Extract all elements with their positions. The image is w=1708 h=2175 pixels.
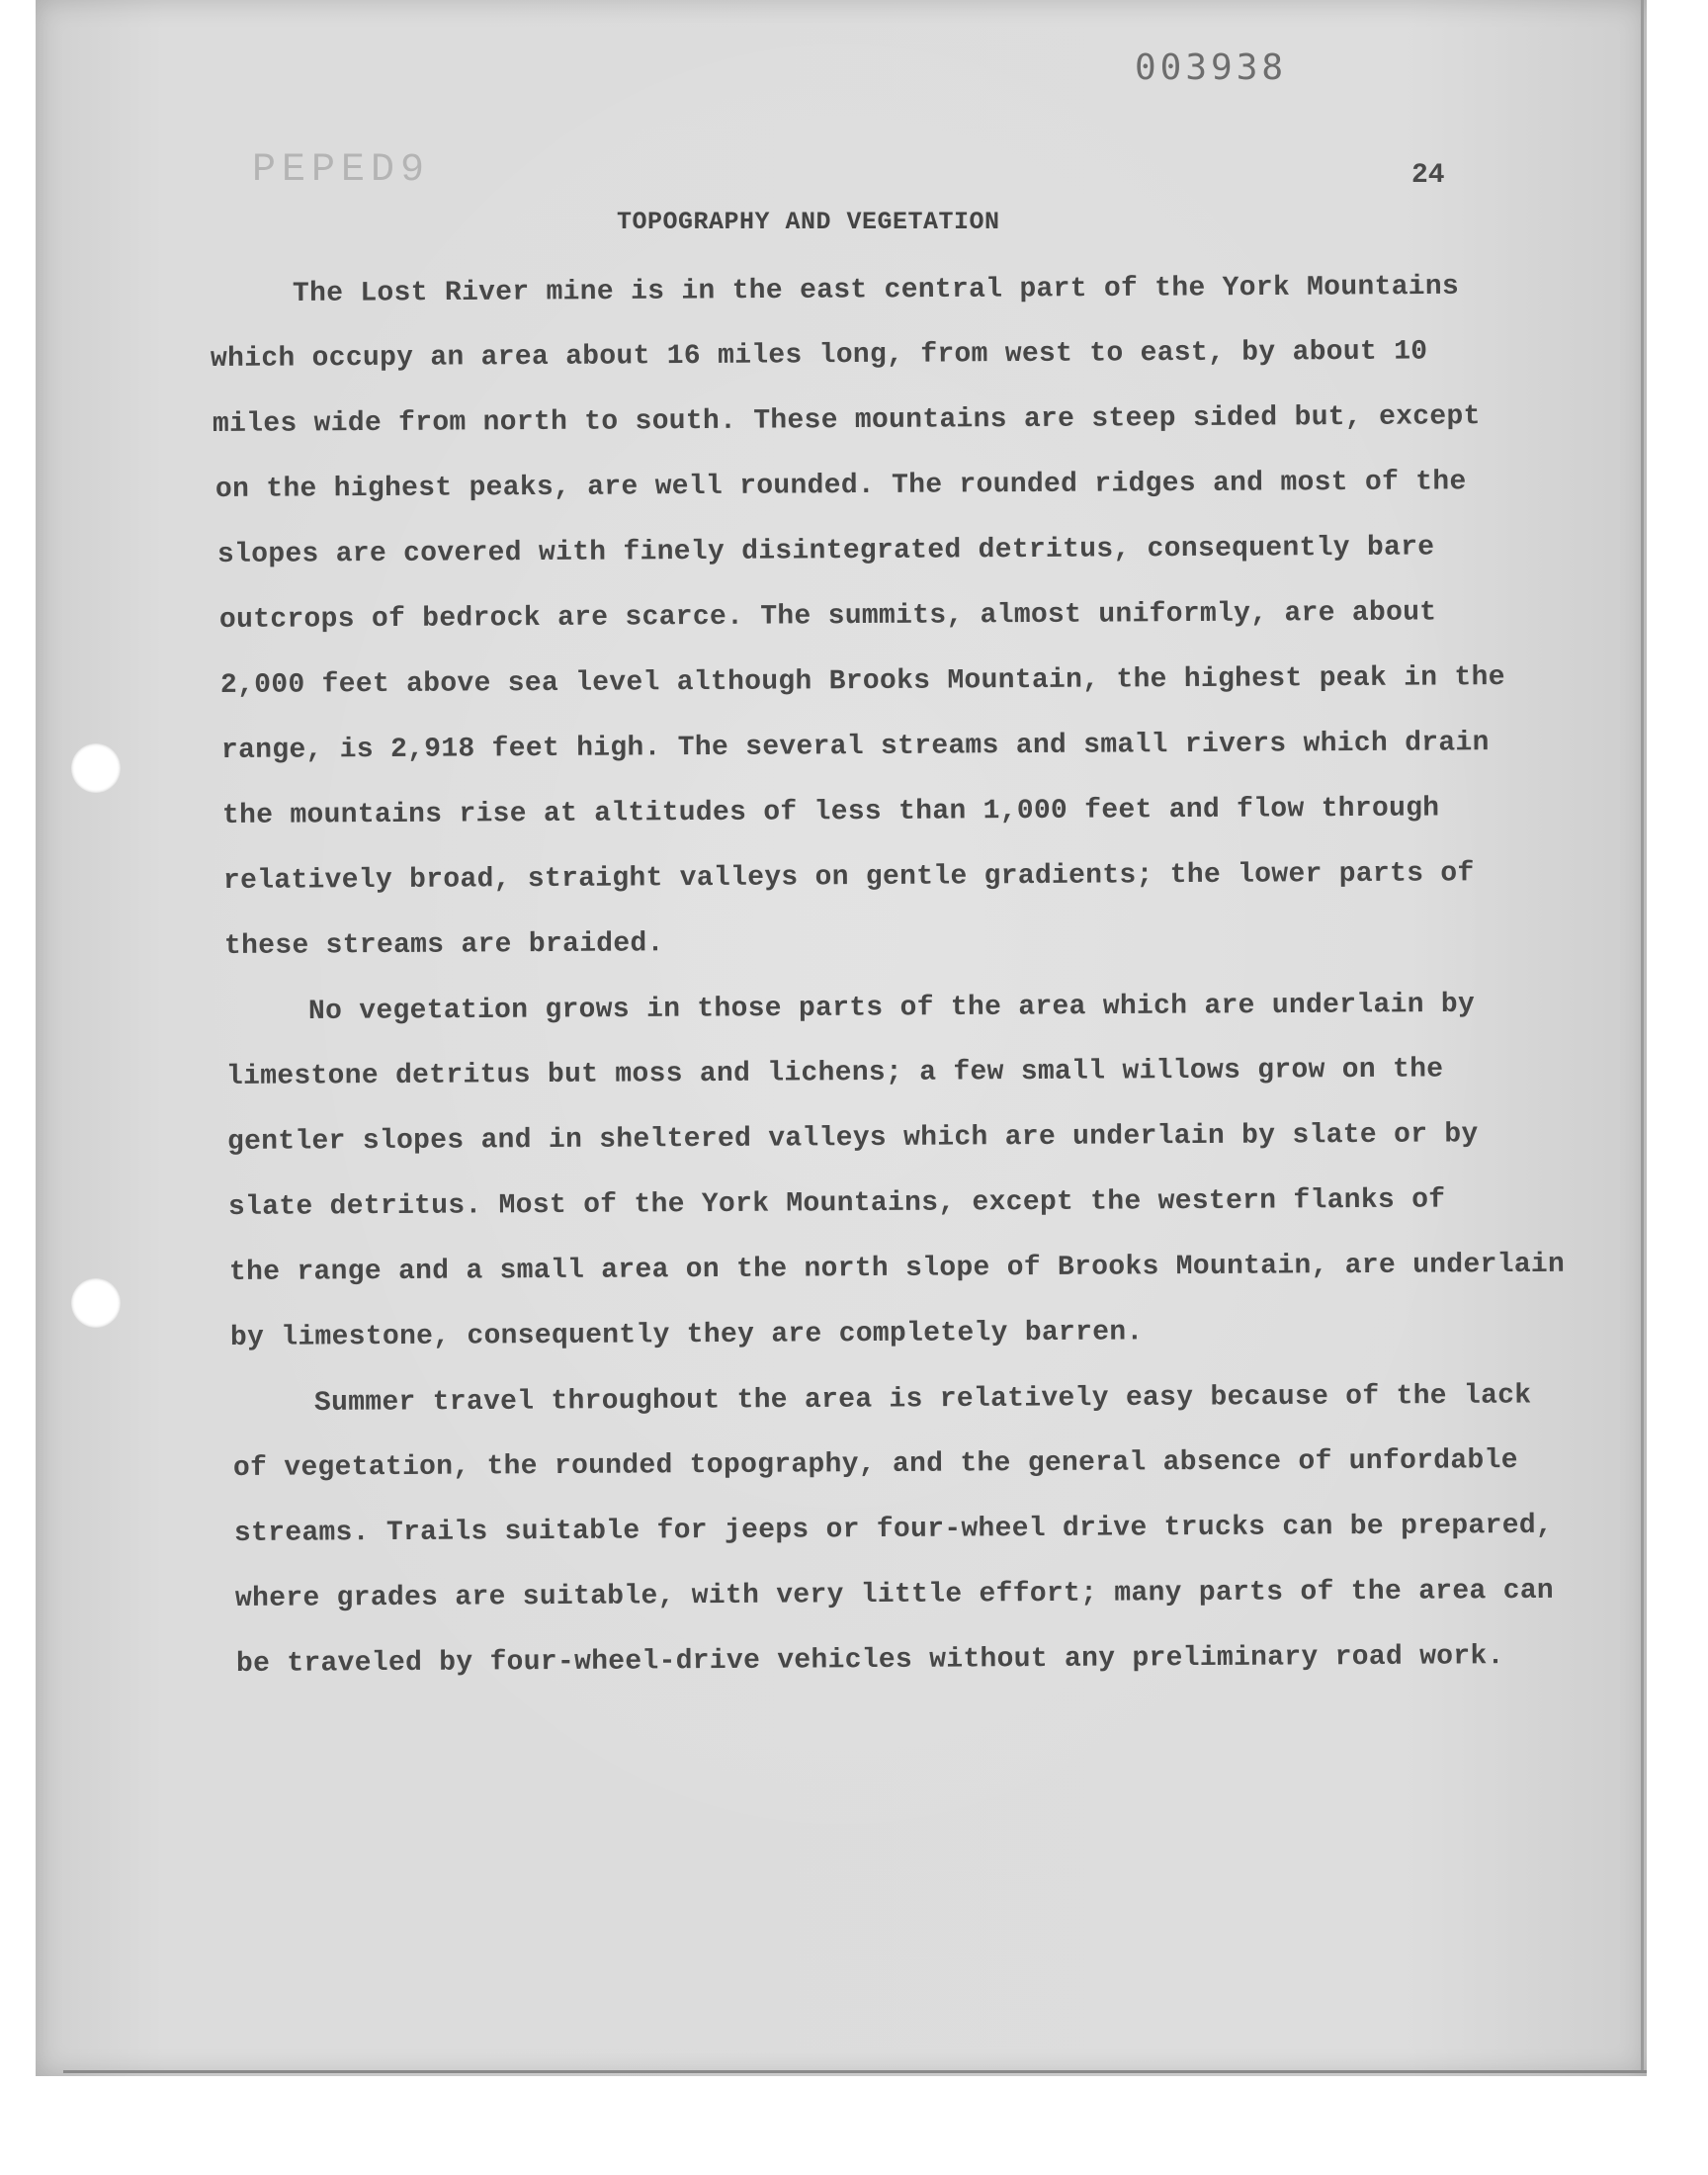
text-line: of vegetation, the rounded topography, and the general absence of unfordable [232,1445,1518,1484]
text-line: these streams are braided. [223,928,664,962]
text-line: limestone detritus but moss and lichens; a few small willows grow on the [225,1054,1444,1092]
faint-stamp: PEPED9 [252,148,431,193]
text-line: 2,000 feet above sea level although Brooks Mountain, the highest peak in the [219,662,1505,701]
text-line: slopes are covered with finely disintegrated detritus, consequently bare [216,532,1435,570]
text-line: Summer travel throughout the area is relatively easy because of the lack [313,1380,1532,1419]
page-edge-right [1641,0,1644,2073]
text-line: streams. Trails suitable for jeeps or four-wheel drive trucks can be prepared, [233,1510,1554,1549]
text-line: on the highest peaks, are well rounded. The rounded ridges and most of the [214,467,1467,505]
text-line: the mountains rise at altitudes of less than 1,000 feet and flow through [221,793,1440,831]
text-line: by limestone, consequently they are completely barren. [229,1317,1144,1353]
text-line: No vegetation grows in those parts of the area which are underlain by [307,989,1476,1027]
page-heading: TOPOGRAPHY AND VEGETATION [617,208,1000,236]
text-line: gentler slopes and in sheltered valleys which are underlain by slate or by [226,1119,1479,1158]
page-edge-bottom [63,2070,1647,2073]
text-line: be traveled by four-wheel-drive vehicles without any preliminary road work. [235,1641,1504,1680]
text-line: miles wide from north to south. These mountains are steep sided but, except [212,401,1481,440]
punch-hole-top [71,743,121,793]
text-line: The Lost River mine is in the east central part of the York Mountains [292,271,1460,309]
text-line: range, is 2,918 feet high. The several streams and small rivers which drain [220,728,1490,766]
text-line: which occupy an area about 16 miles long, from west to east, by about 10 [210,336,1428,375]
text-line: the range and a small area on the north slope of Brooks Mountain, are underlain [228,1249,1566,1288]
document-number: 003938 [1135,47,1288,88]
text-line: slate detritus. Most of the York Mountains, except the western flanks of [227,1184,1446,1223]
page-number: 24 [1411,160,1445,191]
text-line: outcrops of bedrock are scarce. The summits, almost uniformly, are about [218,597,1437,636]
punch-hole-bottom [71,1278,121,1328]
text-line: relatively broad, straight valleys on gentle gradients; the lower parts of [222,858,1475,897]
scanned-page [36,0,1647,2076]
text-line: where grades are suitable, with very little effort; many parts of the area can [234,1575,1555,1614]
